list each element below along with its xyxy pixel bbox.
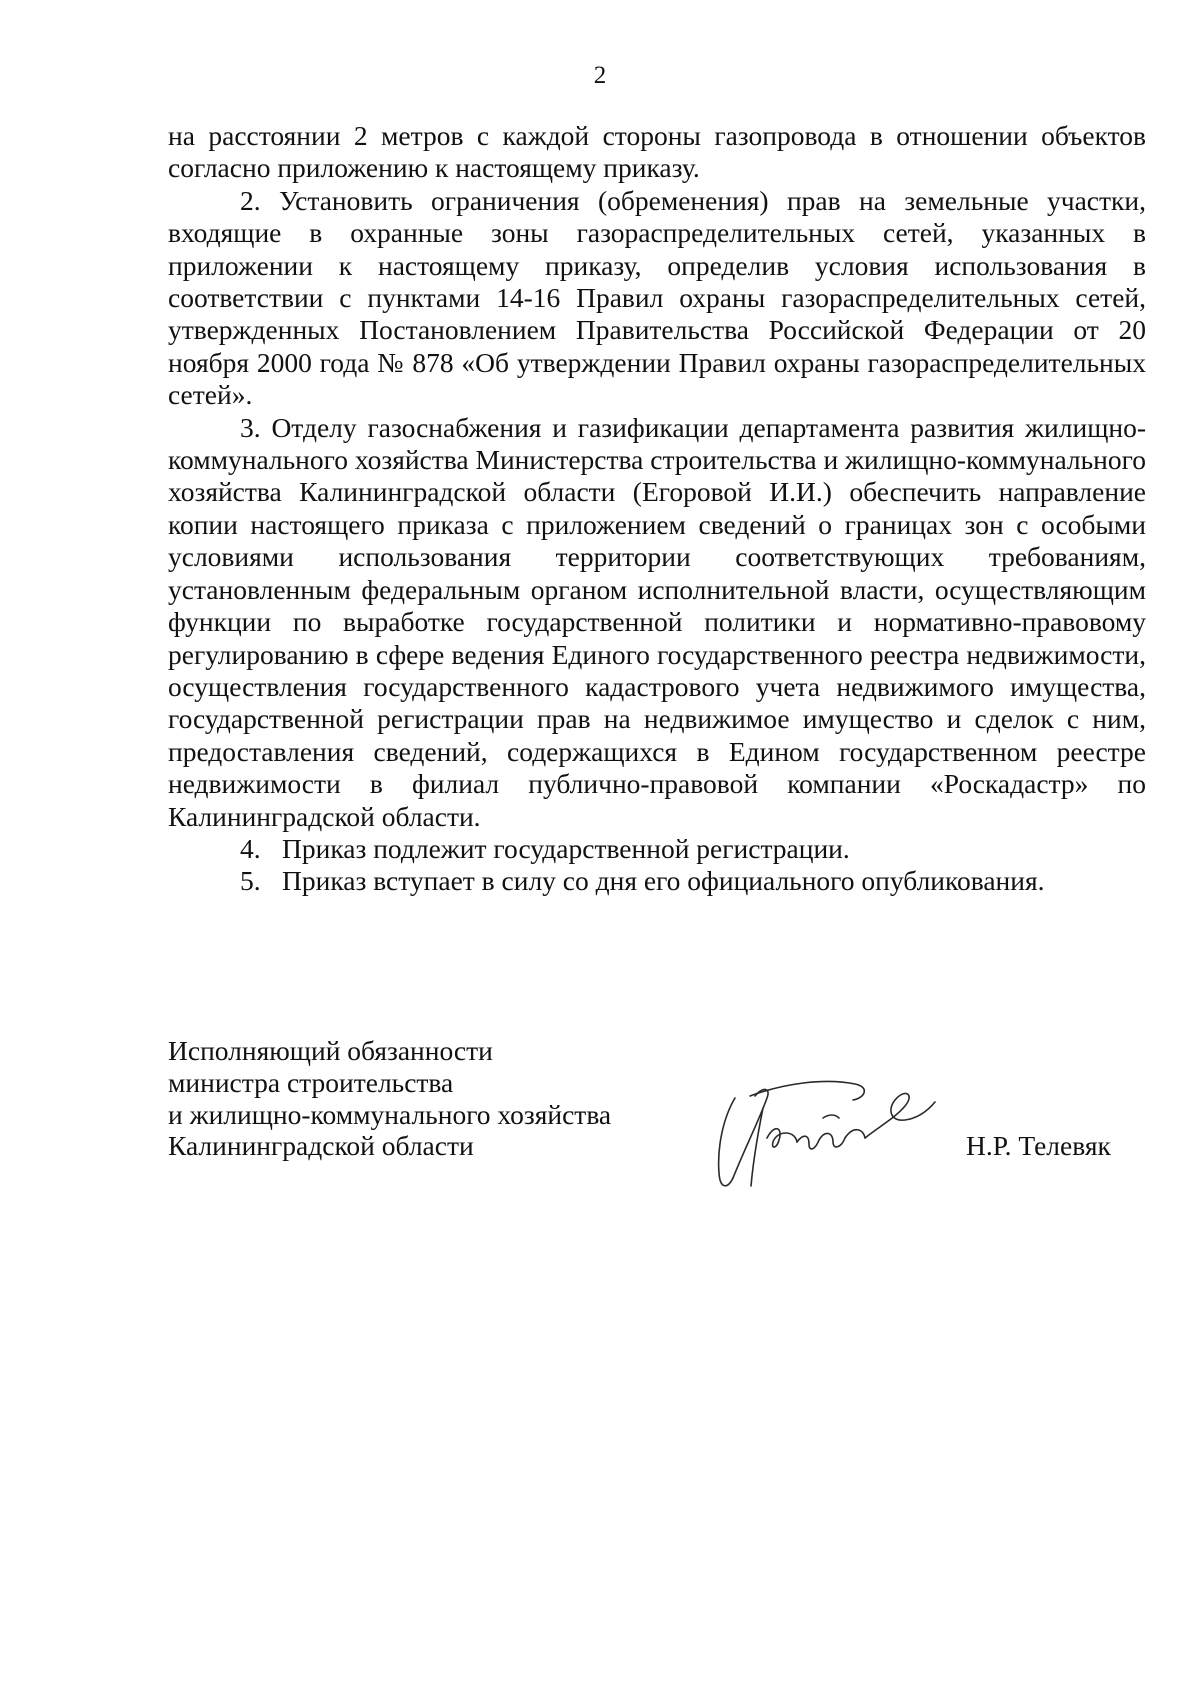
signatory-title-line-2: министра строительства [168,1066,454,1098]
item-4-text: Приказ подлежит государственной регистрации. [282,832,850,864]
signatory-title-line-4: Калининградской области [168,1130,474,1162]
document-body [168,120,1146,898]
signatory-title [168,1035,611,1162]
item-4-number: 4. [240,832,261,864]
handwritten-signature [705,1078,965,1198]
signer-name: Н.Р. Телевяк [966,1130,1111,1161]
paragraph-item-3: 3. Отделу газоснабжения и газификации департамента развития жилищно-коммунального хозяйства Министерства строительства и жилищно-коммунального хозяйства Калининградской области (Егоровой И.И.) обеспечить направление копии настоящего приказа с приложением сведений о границах зон с особыми условиями использования территории соответствующих требованиям, установленным федеральным органом исполнительной власти, осуществляющим функции по выработке государственной политики и нормативно-правовому регулированию в сфере ведения Единого государственного реестра недвижимости, осуществления государственного кадастрового учета недвижимого имущества, государственной регистрации прав на недвижимое имущество и сделок с ним, предоставления сведений, содержащихся в Едином государственном реестре недвижимости в филиал публично-правовой компании «Роскадастр» по Калининградской области. [168,411,1146,832]
signatory-title-line-1: Исполняющий обязанности [168,1035,493,1066]
signatory-title-line-3: и жилищно-коммунального хозяйства [168,1098,612,1130]
paragraph-item-5 [168,865,1146,897]
page-number: 2 [593,62,607,89]
item-5-number: 5. [240,865,261,897]
paragraph-item-2: 2. Установить ограничения (обременения) прав на земельные участки, входящие в охранные зоны газораспределительных сетей, указанных в приложении к настоящему приказу, определив условия использования в соответствии с пунктами 14-16 Правил охраны газораспределительных сетей, утвержденных Постановлением Правительства Российской Федерации от 20 ноября 2000 года № 878 «Об утверждении Правил охраны газораспределительных сетей». [168,184,1146,411]
paragraph-continuation: на расстоянии 2 метров с каждой стороны газопровода в отношении объектов согласно приложению к настоящему приказу. [168,120,1146,184]
item-5-text: Приказ вступает в силу со дня его официального опубликования. [282,865,1045,897]
paragraph-item-4 [168,833,1146,865]
